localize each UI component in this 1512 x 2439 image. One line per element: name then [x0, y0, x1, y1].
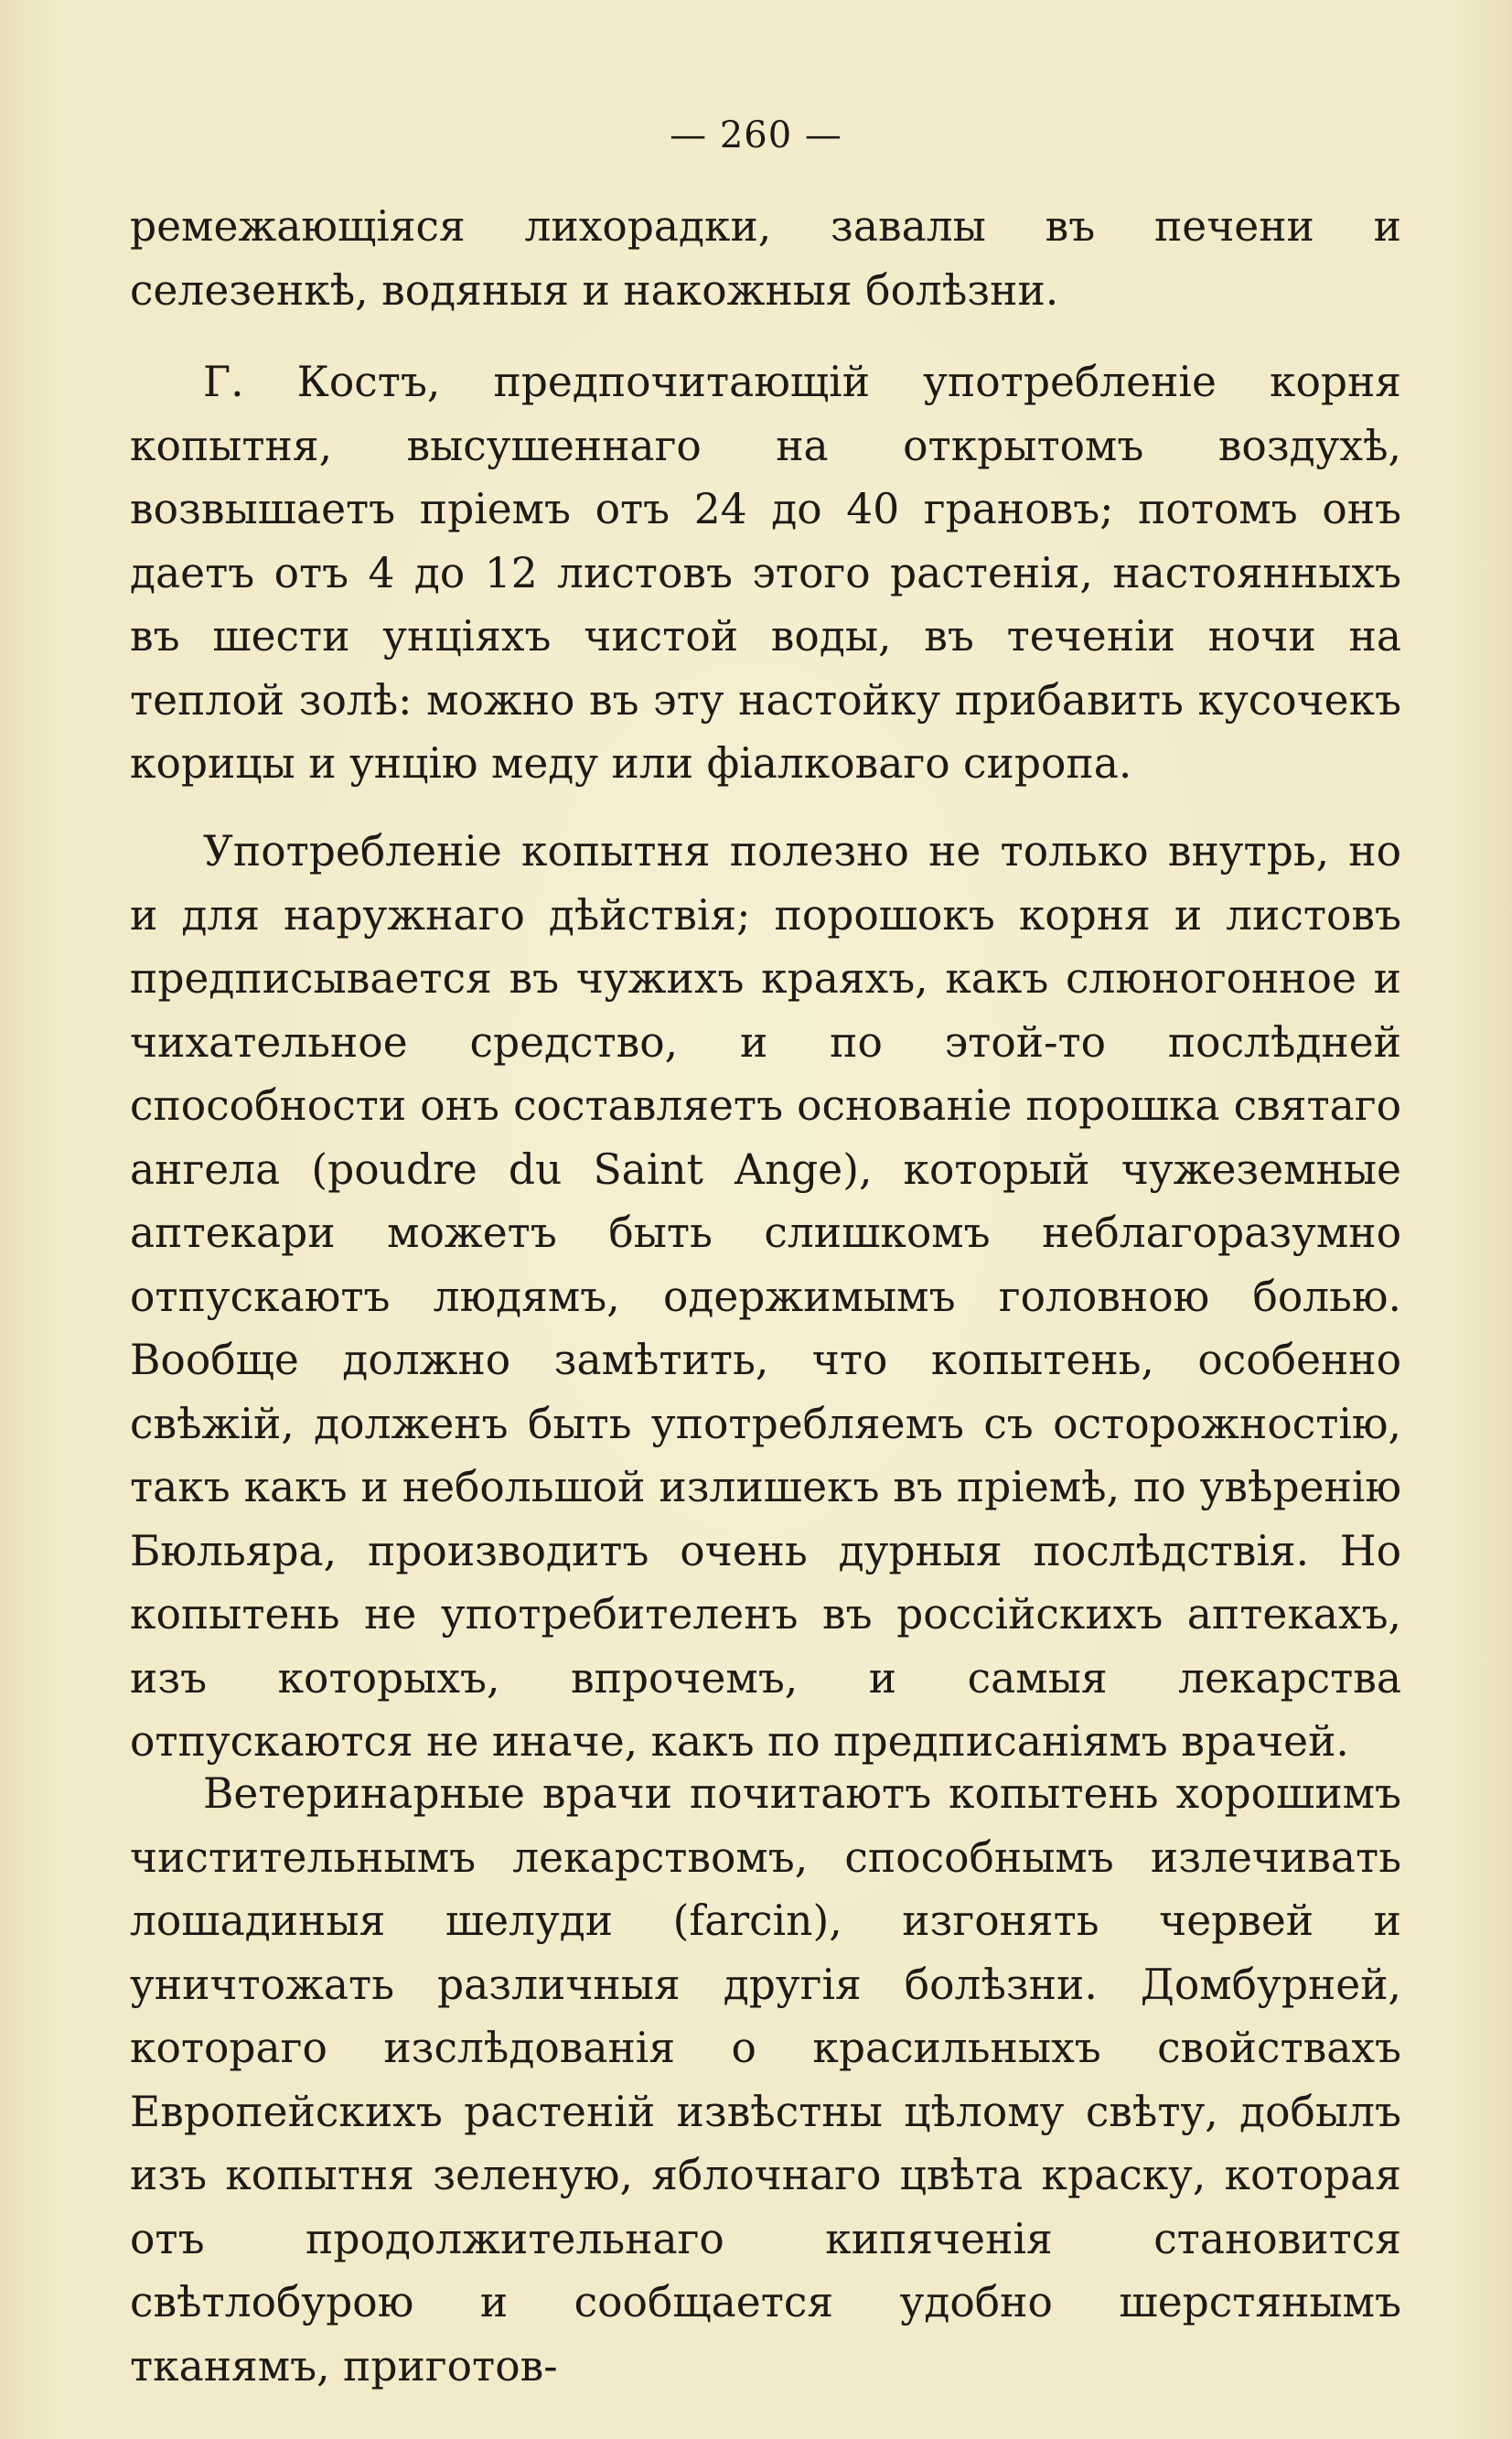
paragraph-kost-dosage [130, 350, 1401, 796]
page-number: — 260 — [670, 114, 842, 156]
paragraph-veterinary-use [130, 1762, 1401, 2398]
paragraph-text: Ветеринарные врачи почитаютъ копытень хорошимъ чистительнымъ лекарствомъ, способнымъ излечивать лошадиныя шелуди (farcin), изгонять червей и уничтожать различныя другія болѣзни. Домбурней, котораго изслѣдованія о красильныхъ свойствахъ Европейскихъ растеній извѣстны цѣлому свѣту, добылъ изъ копытня зеленую, яблочнаго цвѣта краску, которая отъ продолжительнаго кипяченія становится свѣтлобурою и сообщается удобно шерстянымъ тканямъ, приготов- [130, 1769, 1401, 2391]
paragraph-text: ремежающіяся лихорадки, завалы въ печени и селезенкѣ, водяныя и накожныя болѣзни. [130, 202, 1401, 315]
paragraph-text: Употребленіе копытня полезно не только внутрь, но и для наружнаго дѣйствія; порошокъ корня и листовъ предписывается въ чужихъ краяхъ, какъ слюногонное и чихательное средство, и по этой-то послѣдней способности онъ составляетъ основаніе порошка святаго ангела (poudre du Saint Ange), который чужеземные аптекари можетъ быть слишкомъ неблагоразумно отпускаютъ людямъ, одержимымъ головною болью. Вообще должно замѣтить, что копытень, особенно свѣжій, долженъ быть употребляемъ съ осторожностію, такъ какъ и небольшой излишекъ въ пріемѣ, по увѣренію Бюльяра, производитъ очень дурныя послѣдствія. Но копытень не употребителенъ въ россійскихъ аптекахъ, изъ которыхъ, впрочемъ, и самыя лекарства отпускаются не иначе, какъ по предписаніямъ врачей. [130, 827, 1401, 1766]
paragraph-continuation [130, 195, 1401, 322]
paragraph-external-use [130, 820, 1401, 1774]
paragraph-text: Г. Костъ, предпочитающій употребленіе корня копытня, высушеннаго на открытомъ воздухѣ, возвышаетъ пріемъ отъ 24 до 40 грановъ; потомъ онъ даетъ отъ 4 до 12 листовъ этого растенія, настоянныхъ въ шести унціяхъ чистой воды, въ теченіи ночи на теплой золѣ: можно въ эту настойку прибавить кусочекъ корицы и унцію меду или фіалковаго сиропа. [130, 358, 1401, 788]
